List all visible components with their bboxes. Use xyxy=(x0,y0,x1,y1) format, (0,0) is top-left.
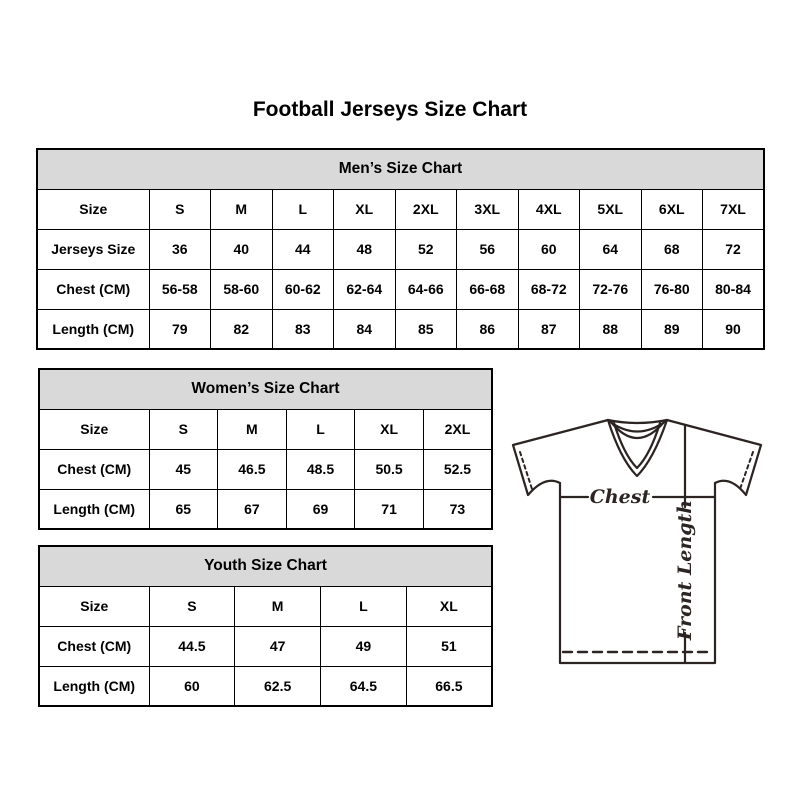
left-cuff-dashed-line xyxy=(520,452,532,489)
jersey-collar-v-inner xyxy=(614,423,660,468)
cell: 66-68 xyxy=(457,269,519,309)
cell: 3XL xyxy=(457,189,519,229)
row-label-cell: Length (CM) xyxy=(37,309,149,349)
cell: L xyxy=(272,189,334,229)
table-header-row xyxy=(39,369,492,409)
cell: 73 xyxy=(423,489,492,529)
row-label-cell: Length (CM) xyxy=(39,489,149,529)
table-row xyxy=(37,309,764,349)
cell: 89 xyxy=(641,309,703,349)
cell: XL xyxy=(406,586,492,626)
cell: 51 xyxy=(406,626,492,666)
cell: S xyxy=(149,586,235,626)
cell: 64-66 xyxy=(395,269,457,309)
cell: 68-72 xyxy=(518,269,580,309)
cell: 5XL xyxy=(580,189,642,229)
row-label-cell: Jerseys Size xyxy=(37,229,149,269)
cell: 71 xyxy=(355,489,424,529)
cell: 56 xyxy=(457,229,519,269)
table-row xyxy=(37,189,764,229)
table-row xyxy=(39,586,492,626)
cell: 60 xyxy=(518,229,580,269)
cell: 62-64 xyxy=(334,269,396,309)
table-row xyxy=(39,409,492,449)
cell: 87 xyxy=(518,309,580,349)
cell: 45 xyxy=(149,449,218,489)
right-cuff-dashed-line xyxy=(740,452,753,489)
mens-size-table xyxy=(36,148,765,350)
cell: 49 xyxy=(321,626,407,666)
cell: 68 xyxy=(641,229,703,269)
cell: 46.5 xyxy=(218,449,287,489)
cell: 56-58 xyxy=(149,269,211,309)
cell: L xyxy=(286,409,355,449)
cell: 76-80 xyxy=(641,269,703,309)
cell: 60 xyxy=(149,666,235,706)
cell: 60-62 xyxy=(272,269,334,309)
womens-size-table xyxy=(38,368,493,530)
row-label-cell: Chest (CM) xyxy=(39,626,149,666)
table-row xyxy=(37,269,764,309)
cell: 80-84 xyxy=(703,269,765,309)
cell: 64 xyxy=(580,229,642,269)
cell: 84 xyxy=(334,309,396,349)
cell: 48 xyxy=(334,229,396,269)
table-row xyxy=(39,626,492,666)
table-row xyxy=(37,229,764,269)
cell: 48.5 xyxy=(286,449,355,489)
cell: M xyxy=(218,409,287,449)
youth-size-table xyxy=(38,545,493,707)
chest-label: Chest xyxy=(589,486,651,508)
cell: 72 xyxy=(703,229,765,269)
cell: S xyxy=(149,189,211,229)
cell: 52.5 xyxy=(423,449,492,489)
mens-table-title: Men’s Size Chart xyxy=(37,149,764,189)
youth-table-title: Youth Size Chart xyxy=(39,546,492,586)
cell: L xyxy=(321,586,407,626)
jersey-diagram xyxy=(503,410,771,670)
cell: 7XL xyxy=(703,189,765,229)
cell: 58-60 xyxy=(211,269,273,309)
cell: 86 xyxy=(457,309,519,349)
cell: 50.5 xyxy=(355,449,424,489)
cell: 62.5 xyxy=(235,666,321,706)
cell: 82 xyxy=(211,309,273,349)
cell: 47 xyxy=(235,626,321,666)
cell: 72-76 xyxy=(580,269,642,309)
table-row xyxy=(39,449,492,489)
cell: 79 xyxy=(149,309,211,349)
jersey-outline xyxy=(513,420,761,663)
womens-table-title: Women’s Size Chart xyxy=(39,369,492,409)
cell: 44.5 xyxy=(149,626,235,666)
cell: 4XL xyxy=(518,189,580,229)
cell: M xyxy=(235,586,321,626)
table-row xyxy=(39,489,492,529)
cell: 44 xyxy=(272,229,334,269)
cell: M xyxy=(211,189,273,229)
table-header-row xyxy=(39,546,492,586)
cell: XL xyxy=(355,409,424,449)
cell: 69 xyxy=(286,489,355,529)
row-label-cell: Size xyxy=(39,409,149,449)
row-label-cell: Size xyxy=(39,586,149,626)
cell: 90 xyxy=(703,309,765,349)
cell: 36 xyxy=(149,229,211,269)
table-header-row xyxy=(37,149,764,189)
cell: 64.5 xyxy=(321,666,407,706)
table-row xyxy=(39,666,492,706)
cell: 52 xyxy=(395,229,457,269)
row-label-cell: Chest (CM) xyxy=(39,449,149,489)
cell: 2XL xyxy=(395,189,457,229)
cell: 67 xyxy=(218,489,287,529)
row-label-cell: Length (CM) xyxy=(39,666,149,706)
cell: 83 xyxy=(272,309,334,349)
cell: 2XL xyxy=(423,409,492,449)
cell: 6XL xyxy=(641,189,703,229)
cell: 85 xyxy=(395,309,457,349)
cell: 65 xyxy=(149,489,218,529)
row-label-cell: Chest (CM) xyxy=(37,269,149,309)
jersey-collar-top xyxy=(608,420,667,423)
cell: 88 xyxy=(580,309,642,349)
row-label-cell: Size xyxy=(37,189,149,229)
page-title: Football Jerseys Size Chart xyxy=(252,98,528,121)
cell: XL xyxy=(334,189,396,229)
front-length-label: Front Length xyxy=(674,499,696,641)
cell: S xyxy=(149,409,218,449)
cell: 40 xyxy=(211,229,273,269)
cell: 66.5 xyxy=(406,666,492,706)
